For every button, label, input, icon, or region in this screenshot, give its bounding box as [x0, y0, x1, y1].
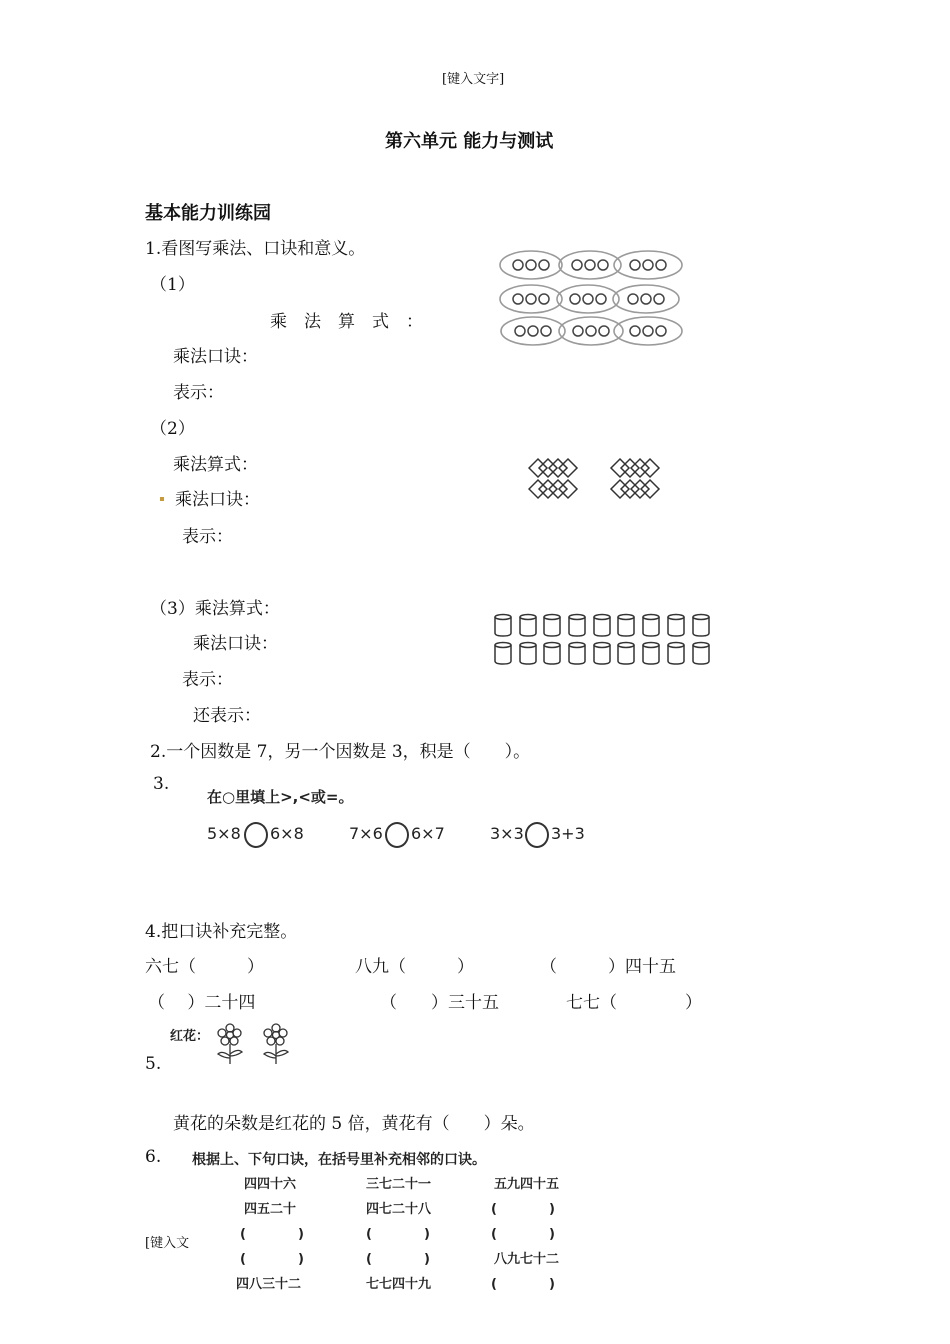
q1-part2-meaning-label: 表示： — [182, 527, 233, 547]
q3-item-2-left: 7×6 — [349, 824, 383, 843]
q4-row1-item1: 六七（ ） — [145, 957, 264, 977]
q1-part3-meaning2-label: 还表示： — [193, 706, 261, 726]
q6-cell-r1c3: 五九四十五 — [494, 1177, 560, 1192]
question-5-number: 5. — [145, 1054, 162, 1074]
q3-item-3-blank-circle[interactable] — [525, 822, 549, 848]
q1-part3-formula-label: （3）乘法算式： — [150, 599, 280, 619]
q6-instruction: 根据上、下句口诀，在括号里补充相邻的口诀。 — [192, 1152, 486, 1168]
q3-item-2-blank-circle[interactable] — [385, 822, 409, 848]
q6-cell-r5c2: 七七四十九 — [366, 1277, 432, 1292]
q6-cell-r1c1: 四四十六 — [244, 1177, 297, 1192]
q3-item-1-blank-circle[interactable] — [244, 822, 268, 848]
q6-cell-r5c3: ( ) — [491, 1277, 555, 1292]
q4-row2-item3: 七七（ ） — [566, 993, 702, 1013]
q1-part1-formula-label: 乘 法 算 式 ： — [270, 312, 423, 332]
q6-cell-r2c1: 四五二十 — [244, 1202, 297, 1217]
q1-part1-number: （1） — [150, 275, 195, 295]
q6-cell-r4c2: ( ) — [366, 1252, 430, 1267]
q3-item-1-right: 6×8 — [270, 824, 304, 843]
red-flowers-picture — [212, 1022, 298, 1068]
section-heading: 基本能力训练园 — [145, 203, 271, 224]
q6-cell-r3c3: ( ) — [491, 1227, 555, 1242]
question-2: 2.一个因数是 7，另一个因数是 3，积是（ ）。 — [150, 742, 531, 762]
q6-cell-r3c2: ( ) — [366, 1227, 430, 1242]
q5-red-flower-label: 红花： — [170, 1029, 210, 1044]
page-footer: [键入文 — [145, 1236, 190, 1251]
q6-cell-r2c2: 四七二十八 — [366, 1202, 432, 1217]
q6-cell-r1c2: 三七二十一 — [366, 1177, 432, 1192]
diamond-groups-picture — [528, 456, 673, 506]
page-title: 第六单元 能力与测试 — [385, 131, 554, 152]
q6-cell-r4c1: ( ) — [240, 1252, 304, 1267]
question-4-stem: 4.把口诀补充完整。 — [145, 922, 298, 942]
stray-mark — [160, 497, 164, 501]
question-3-number: 3. — [153, 774, 170, 794]
q4-row2-item1: （ ）二十四 — [148, 993, 256, 1013]
q3-item-2-right: 6×7 — [411, 824, 445, 843]
q6-cell-r4c3: 八九七十二 — [494, 1252, 560, 1267]
q1-part2-formula-label: 乘法算式： — [173, 455, 258, 475]
question-1-stem: 1.看图写乘法、口诀和意义。 — [145, 239, 366, 259]
q1-part2-rhyme-label: 乘法口诀： — [175, 490, 260, 510]
q3-item-1-left: 5×8 — [207, 824, 241, 843]
q1-part1-meaning-label: 表示： — [173, 383, 224, 403]
q3-item-3-left: 3×3 — [490, 824, 524, 843]
q1-part3-meaning-label: 表示： — [182, 670, 233, 690]
q6-cell-r2c3: ( ) — [491, 1202, 555, 1217]
q6-cell-r3c1: ( ) — [240, 1227, 304, 1242]
question-6-number: 6. — [145, 1147, 162, 1167]
q4-row2-item2: （ ）三十五 — [380, 993, 499, 1013]
q1-part1-rhyme-label: 乘法口诀： — [173, 347, 258, 367]
q6-cell-r5c1: 四八三十二 — [236, 1277, 302, 1292]
q3-item-3-right: 3+3 — [551, 824, 585, 843]
q1-part2-number: （2） — [150, 419, 195, 439]
q4-row1-item3: （ ）四十五 — [540, 957, 676, 977]
q3-instruction: 在○里填上>,<或=。 — [207, 788, 354, 806]
cylinder-groups-picture — [492, 612, 717, 668]
q1-part3-rhyme-label: 乘法口诀： — [193, 634, 278, 654]
q4-row1-item2: 八九（ ） — [355, 957, 474, 977]
question-5-text: 黄花的朵数是红花的 5 倍，黄花有（ ）朵。 — [173, 1114, 535, 1134]
circles-groups-picture — [498, 248, 688, 348]
page-header: [键入文字] — [442, 72, 505, 87]
